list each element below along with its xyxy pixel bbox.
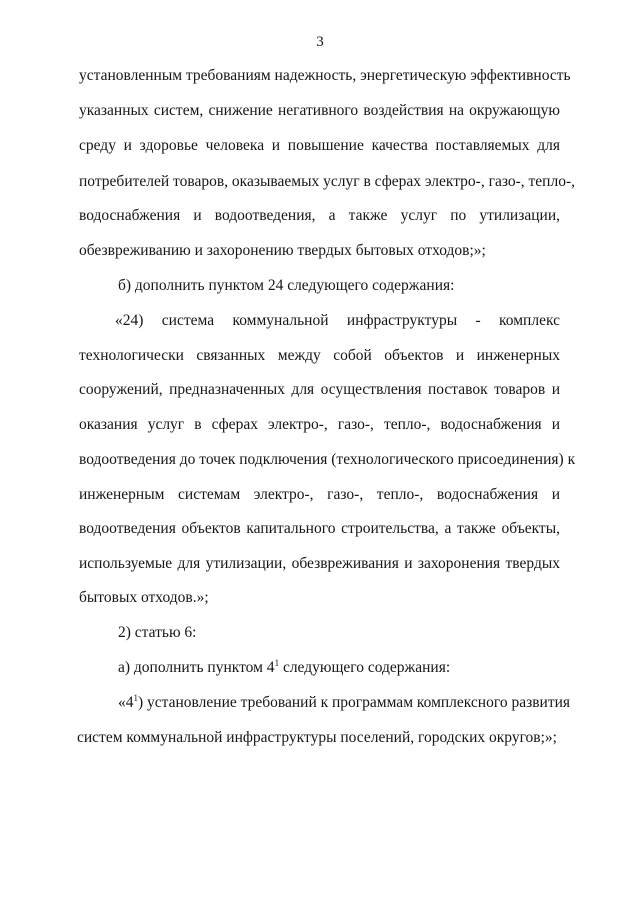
text-line: «24) система коммунальной инфраструктуры - комплекс [115,312,560,329]
text-line [118,693,571,713]
text-line: водоотведения объектов капитального строительства, а также объекты, [79,520,560,537]
text-line: инженерным системам электро-, газо-, тепло-, водоснабжения и [79,486,560,503]
text-line: б) дополнить пунктом 24 следующего содержания: [118,277,455,294]
text-segment: «4 [118,694,134,711]
text-line: установленным требованиям надежность, энергетическую эффективность [79,67,571,84]
text-line: технологически связанных между собой объектов и инженерных [79,347,560,364]
text-segment: ) установление требований к программам комплексного развития [138,694,571,711]
text-line: систем коммунальной инфраструктуры поселений, городских округов;»; [77,729,557,746]
text-line: указанных систем, снижение негативного воздействия на окружающую [79,102,560,119]
text-line: потребителей товаров, оказываемых услуг в сферах электро-, газо-, тепло-, [79,173,575,190]
superscript: 1 [274,658,280,668]
text-segment: а) дополнить пунктом 4 [118,659,275,676]
text-line: обезвреживанию и захоронению твердых бытовых отходов;»; [79,242,486,259]
text-line [118,658,450,678]
text-line: сооружений, предназначенных для осуществления поставок товаров и [79,381,560,398]
text-line: оказания услуг в сферах электро-, газо-, тепло-, водоснабжения и [79,416,560,433]
text-line: водоснабжения и водоотведения, а также услуг по утилизации, [79,207,560,224]
text-line: водоотведения до точек подключения (технологического присоединения) к [79,451,576,468]
text-line: 2) статью 6: [118,624,197,641]
superscript: 1 [133,693,138,703]
page-number: 3 [316,34,324,50]
text-segment: следующего содержания: [279,659,451,676]
text-line: бытовых отходов.»; [79,589,209,606]
text-line: используемые для утилизации, обезвреживания и захоронения твердых [79,555,560,572]
text-line: среду и здоровье человека и повышение качества поставляемых для [79,137,560,154]
